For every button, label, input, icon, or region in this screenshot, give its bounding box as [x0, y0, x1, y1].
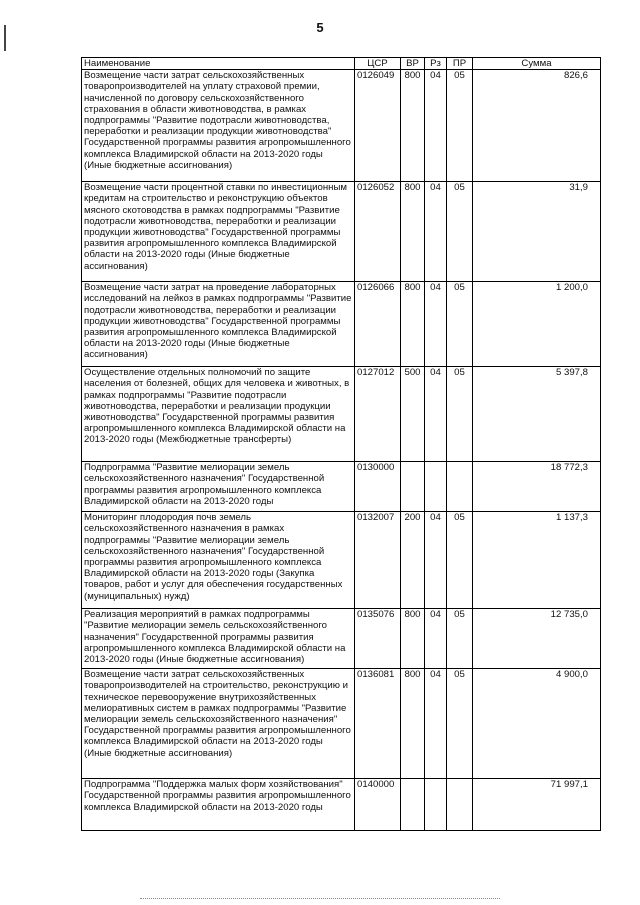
row-pr: 05	[447, 609, 473, 669]
row-pr: 05	[447, 70, 473, 182]
row-vr: 200	[401, 512, 425, 609]
table-row	[82, 609, 601, 669]
row-sum: 5 397,8	[473, 367, 601, 462]
row-sum: 71 997,1	[473, 779, 601, 831]
row-vr: 500	[401, 367, 425, 462]
row-name: Возмещение части процентной ставки по инвестиционным кредитам на строительство и реконструкцию объектов мясного скотоводства в рамках подпрограммы "Развитие подотрасли животноводства, переработки и реализации продукции животноводства" Государственной программы развития агропромышленного комплекса Владимирской области на 2013-2020 годы (Иные бюджетные ассигнования)	[82, 182, 355, 282]
row-csr: 0126052	[355, 182, 401, 282]
row-rz	[425, 779, 447, 831]
row-rz	[425, 462, 447, 512]
row-sum: 31,9	[473, 182, 601, 282]
page-number: 5	[316, 20, 324, 35]
scan-noise-dots	[140, 898, 500, 900]
row-sum: 12 735,0	[473, 609, 601, 669]
row-vr: 800	[401, 609, 425, 669]
row-pr: 05	[447, 182, 473, 282]
row-csr: 0127012	[355, 367, 401, 462]
row-csr: 0130000	[355, 462, 401, 512]
row-vr	[401, 462, 425, 512]
table-body	[82, 70, 601, 831]
row-sum: 1 137,3	[473, 512, 601, 609]
row-sum: 826,6	[473, 70, 601, 182]
row-csr: 0135076	[355, 609, 401, 669]
budget-table	[81, 57, 601, 831]
row-sum: 4 900,0	[473, 669, 601, 779]
row-pr: 05	[447, 512, 473, 609]
header-csr: ЦСР	[355, 58, 401, 70]
row-csr: 0126066	[355, 282, 401, 367]
row-name: Возмещение части затрат сельскохозяйственных товаропроизводителей на уплату страховой премии, начисленной по договору сельскохозяйственного страхования в области животноводства, в рамках подпрограммы "Развитие подотрасли животноводства, переработки и реализации продукции животноводства" Государственной программы развития агропромышленного комплекса Владимирской области на 2013-2020 годы (Иные бюджетные ассигнования)	[82, 70, 355, 182]
row-sum: 18 772,3	[473, 462, 601, 512]
row-csr: 0136081	[355, 669, 401, 779]
row-name: Мониторинг плодородия почв земель сельскохозяйственного назначения в рамках подпрограммы "Развитие мелиорации земель сельскохозяйственного назначения" Государственной программы развития агропромышленного комплекса Владимирской области на 2013-2020 годы (Закупка товаров, работ и услуг для обеспечения государственных (муниципальных) нужд)	[82, 512, 355, 609]
row-name: Осуществление отдельных полномочий по защите населения от болезней, общих для человека и животных, в рамках подпрограммы "Развитие подотрасли животноводства, переработки и реализации продукции животноводства" Государственной программы развития агропромышленного комплекса Владимирской области на 2013-2020 годы (Межбюджетные трансферты)	[82, 367, 355, 462]
row-rz: 04	[425, 182, 447, 282]
row-rz: 04	[425, 282, 447, 367]
row-vr: 800	[401, 182, 425, 282]
table-row	[82, 512, 601, 609]
row-rz: 04	[425, 70, 447, 182]
row-pr: 05	[447, 669, 473, 779]
row-name: Подпрограмма "Развитие мелиорации земель сельскохозяйственного назначения" Государственной программы развития агропромышленного комплекса Владимирской области на 2013-2020 годы	[82, 462, 355, 512]
table-row	[82, 70, 601, 182]
row-sum: 1 200,0	[473, 282, 601, 367]
header-rz: Рз	[425, 58, 447, 70]
table-row	[82, 367, 601, 462]
row-name: Возмещение части затрат на проведение лабораторных исследований на лейкоз в рамках подпрограммы "Развитие подотрасли животноводства, переработки и реализации продукции животноводства" Государственной программы развития агропромышленного комплекса Владимирской области на 2013-2020 годы (Иные бюджетные ассигнования)	[82, 282, 355, 367]
table-header-row	[82, 58, 601, 70]
row-csr: 0126049	[355, 70, 401, 182]
row-csr: 0140000	[355, 779, 401, 831]
row-pr	[447, 462, 473, 512]
row-vr: 800	[401, 669, 425, 779]
header-name: Наименование	[82, 58, 355, 70]
row-rz: 04	[425, 512, 447, 609]
table-row	[82, 779, 601, 831]
row-vr: 800	[401, 70, 425, 182]
row-rz: 04	[425, 367, 447, 462]
row-pr: 05	[447, 367, 473, 462]
row-csr: 0132007	[355, 512, 401, 609]
row-vr: 800	[401, 282, 425, 367]
header-vr: ВР	[401, 58, 425, 70]
row-pr	[447, 779, 473, 831]
row-name: Возмещение части затрат сельскохозяйственных товаропроизводителей на строительство, реконструкцию и техническое перевооружение внутрихозяйственных мелиоративных систем в рамках подпрограммы "Развитие мелиорации земель сельскохозяйственного назначения" Государственной программы развития агропромышленного комплекса Владимирской области на 2013-2020 годы (Иные бюджетные ассигнования)	[82, 669, 355, 779]
row-rz: 04	[425, 609, 447, 669]
row-pr: 05	[447, 282, 473, 367]
row-name: Реализация мероприятий в рамках подпрограммы "Развитие мелиорации земель сельскохозяйственного назначения" Государственной программы развития агропромышленного комплекса Владимирской области на 2013-2020 годы (Иные бюджетные ассигнования)	[82, 609, 355, 669]
table-row	[82, 282, 601, 367]
table-row	[82, 182, 601, 282]
header-sum: Сумма	[473, 58, 601, 70]
table-row	[82, 669, 601, 779]
row-rz: 04	[425, 669, 447, 779]
row-vr	[401, 779, 425, 831]
table-row	[82, 462, 601, 512]
header-pr: ПР	[447, 58, 473, 70]
row-name: Подпрограмма "Поддержка малых форм хозяйствования" Государственной программы развития агропромышленного комплекса Владимирской области на 2013-2020 годы	[82, 779, 355, 831]
